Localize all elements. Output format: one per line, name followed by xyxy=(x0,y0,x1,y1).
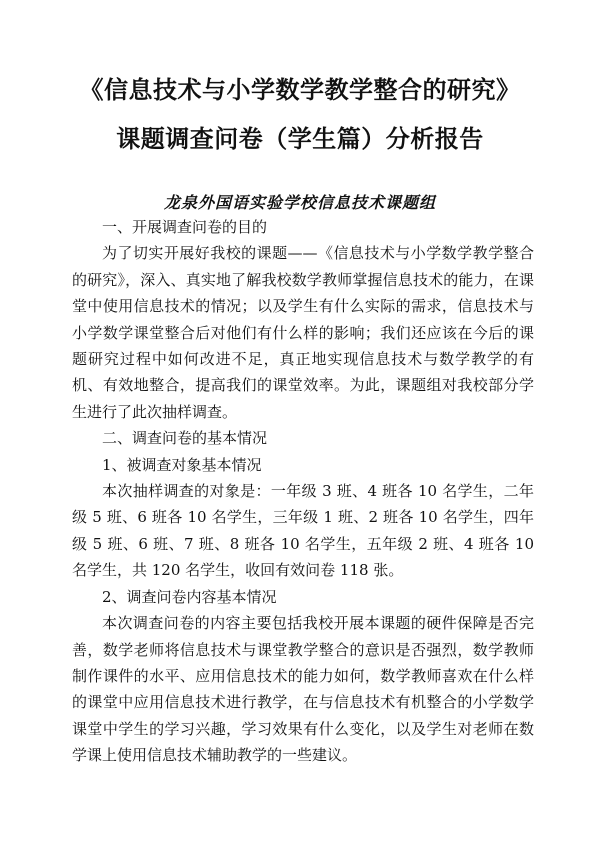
document-body xyxy=(72,214,534,769)
section-2-heading: 二、调查问卷的基本情况 xyxy=(102,429,268,448)
section-2-1-paragraph: 本次抽样调查的对象是：一年级 3 班、4 班各 10 名学生，二年级 5 班、6 班各 10 名学生，三年级 1 班、2 班各 10 名学生，四年级 5 班、6 班、7 班、8 班各 10 名学生，五年级 2 班、4 班各 10 名学生，共 120 名学生，收回有效问卷 118 张。 xyxy=(72,482,534,580)
document-title-line-1: 《信息技术与小学数学教学整合的研究》 xyxy=(79,75,521,104)
section-2-1-heading: 1、被调查对象基本情况 xyxy=(102,455,262,474)
section-1-paragraph: 为了切实开展好我校的课题——《信息技术与小学数学教学整合的研究》，深入、真实地了解我校数学教师掌握信息技术的能力，在课堂中使用信息技术的情况；以及学生有什么实际的需求，信息技术与小学数学课堂整合后对他们有什么样的影响；我们还应该在今后的课题研究过程中如何改进不足，真正地实现信息技术与数学教学的有机、有效地整合，提高我们的课堂效率。为此，课题组对我校部分学生进行了此次抽样调查。 xyxy=(72,244,534,421)
section-2-2-heading: 2、调查问卷内容基本情况 xyxy=(102,587,277,606)
section-1-heading: 一、开展调查问卷的目的 xyxy=(102,218,268,236)
section-2-2-paragraph: 本次调查问卷的内容主要包括我校开展本课题的硬件保障是否完善，数学老师将信息技术与课堂教学整合的意识是否强烈，数学教师制作课件的水平、应用信息技术的能力如何，数学教师喜欢在什么样的课堂中应用信息技术进行教学，在与信息技术有机整合的小学数学课堂中学生的学习兴趣，学习效果有什么变化，以及学生对老师在数学课上使用信息技术辅助教学的一些建议。 xyxy=(72,614,534,765)
organization-name: 龙泉外国语实验学校信息技术课题组 xyxy=(163,193,436,212)
document-title-line-2: 课题调查问卷（学生篇）分析报告 xyxy=(116,124,484,153)
